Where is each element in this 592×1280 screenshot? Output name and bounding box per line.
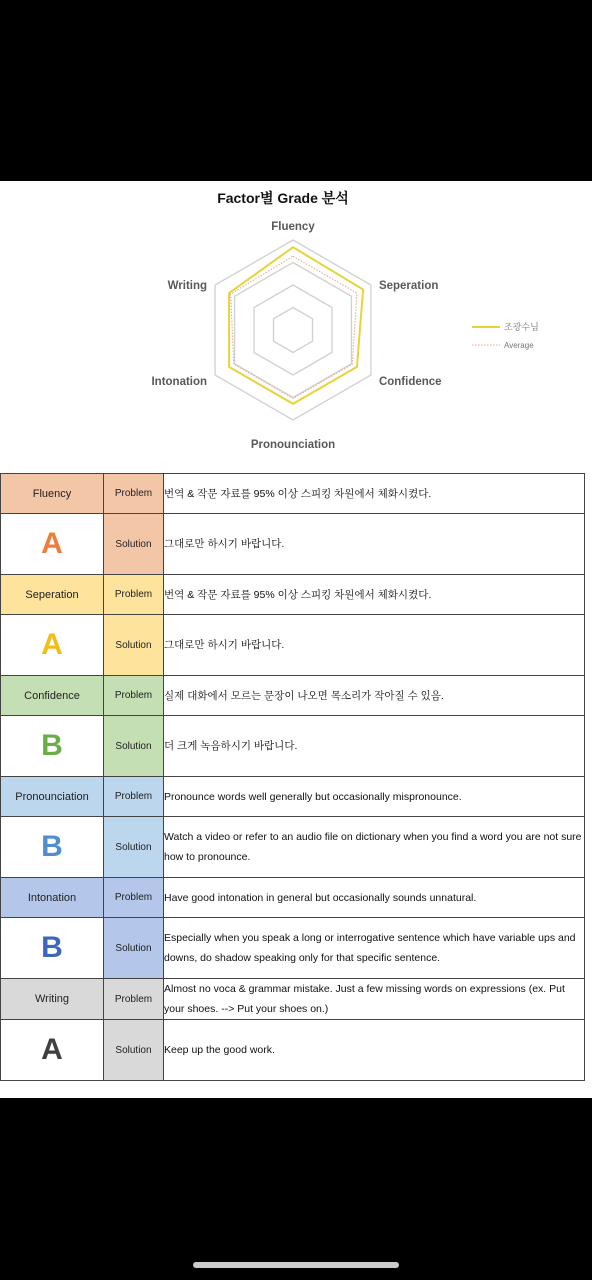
problem-row: [1, 474, 585, 514]
grade-letter: A: [1, 615, 104, 676]
solution-row: [1, 514, 585, 575]
problem-row: [1, 777, 585, 817]
axis-label: Intonation: [151, 376, 208, 388]
solution-label: Solution: [104, 514, 164, 575]
solution-row: [1, 817, 585, 878]
problem-label: Problem: [104, 777, 164, 817]
problem-row: [1, 878, 585, 918]
grid-ring: [235, 263, 352, 398]
problem-text: Almost no voca & grammar mistake. Just a few missing words on expressions (ex. Put your shoes. --> Put your shoes on.): [164, 979, 585, 1020]
grid-ring: [254, 285, 332, 375]
solution-label: Solution: [104, 615, 164, 676]
problem-label: Problem: [104, 676, 164, 716]
grade-letter: B: [1, 817, 104, 878]
solution-text: 더 크게 녹음하시기 바랍니다.: [164, 716, 585, 777]
factor-name: Confidence: [1, 676, 104, 716]
axis-label: Writing: [167, 280, 208, 292]
factor-name: Seperation: [1, 575, 104, 615]
grade-letter: A: [1, 1020, 104, 1081]
solution-label: Solution: [104, 1020, 164, 1081]
series-line: [229, 247, 363, 404]
solution-row: [1, 615, 585, 676]
problem-row: [1, 676, 585, 716]
problem-label: Problem: [104, 878, 164, 918]
factor-name: Writing: [1, 979, 104, 1020]
axis-label: Fluency: [271, 221, 315, 233]
axis-label: Seperation: [378, 280, 439, 292]
axis-label: Confidence: [378, 376, 442, 388]
solution-label: Solution: [104, 817, 164, 878]
chart-title: Factor별 Grade 분석: [217, 190, 349, 206]
solution-text: Watch a video or refer to an audio file on dictionary when you find a word you are not sure how to pronounce.: [164, 817, 585, 878]
solution-text: Especially when you speak a long or interrogative sentence which have variable ups and downs, do shadow speaking only for that specific sentence.: [164, 918, 585, 979]
problem-text: 실제 대화에서 모르는 문장이 나오면 목소리가 작아질 수 있음.: [164, 676, 585, 716]
solution-row: [1, 918, 585, 979]
solution-text: Keep up the good work.: [164, 1020, 585, 1081]
legend-label: Average: [504, 341, 534, 350]
problem-label: Problem: [104, 979, 164, 1020]
problem-label: Problem: [104, 474, 164, 514]
home-indicator[interactable]: [193, 1262, 399, 1268]
problem-text: Have good intonation in general but occasionally sounds unnatural.: [164, 878, 585, 918]
grade-letter: A: [1, 514, 104, 575]
problem-row: [1, 979, 585, 1020]
solution-label: Solution: [104, 918, 164, 979]
solution-text: 그대로만 하시기 바랍니다.: [164, 514, 585, 575]
grid-ring: [215, 240, 371, 420]
report-page: [0, 181, 592, 1098]
radar-chart: [0, 181, 592, 471]
grade-letter: B: [1, 918, 104, 979]
legend-label: 조광수님: [504, 322, 539, 332]
problem-text: 번역 & 작문 자료를 95% 이상 스피킹 차원에서 체화시켰다.: [164, 575, 585, 615]
factor-name: Intonation: [1, 878, 104, 918]
grid-ring: [274, 308, 313, 353]
solution-label: Solution: [104, 716, 164, 777]
problem-text: Pronounce words well generally but occasionally mispronounce.: [164, 777, 585, 817]
solution-row: [1, 1020, 585, 1081]
factor-name: Pronounciation: [1, 777, 104, 817]
solution-text: 그대로만 하시기 바랍니다.: [164, 615, 585, 676]
problem-label: Problem: [104, 575, 164, 615]
problem-text: 번역 & 작문 자료를 95% 이상 스피킹 차원에서 체화시켰다.: [164, 474, 585, 514]
problem-row: [1, 575, 585, 615]
grade-letter: B: [1, 716, 104, 777]
factor-name: Fluency: [1, 474, 104, 514]
solution-row: [1, 716, 585, 777]
axis-label: Pronounciation: [250, 439, 336, 451]
grade-table: [0, 473, 585, 1081]
